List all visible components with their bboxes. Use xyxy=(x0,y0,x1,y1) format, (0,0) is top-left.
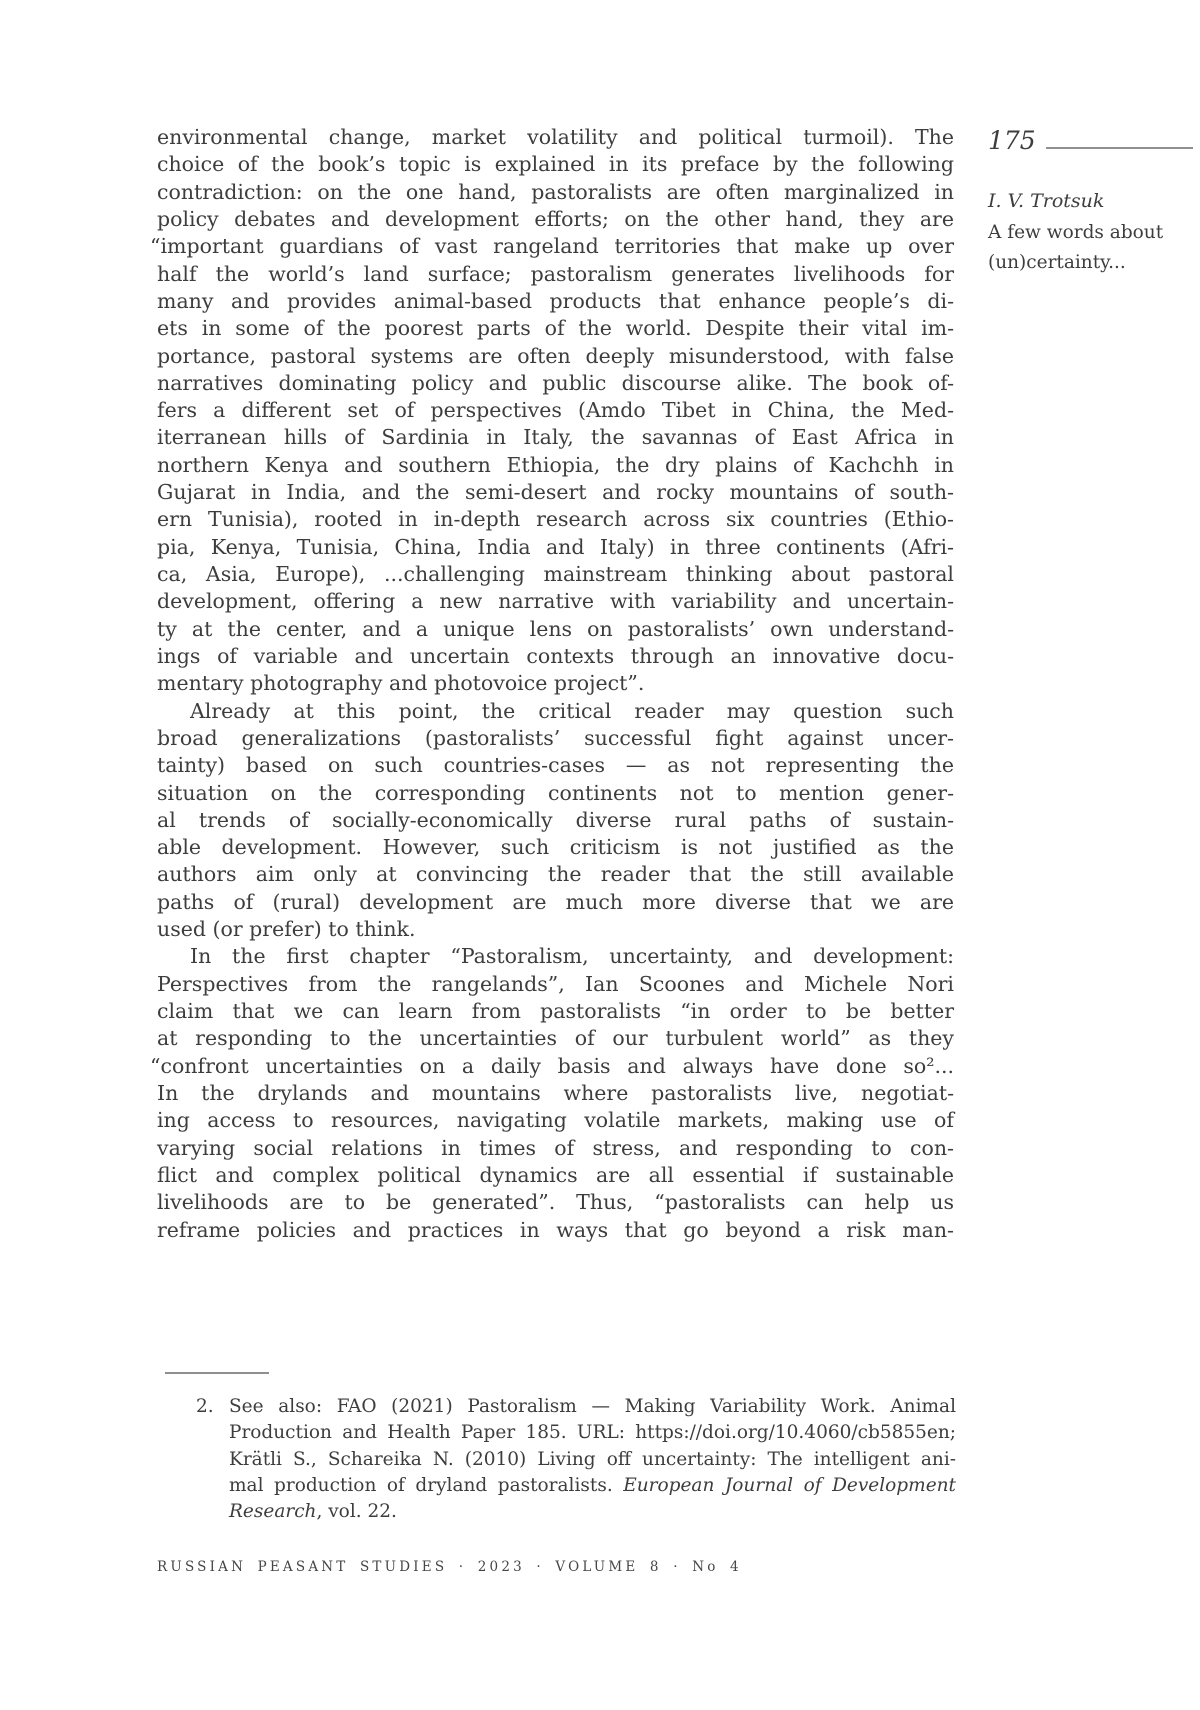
body-line: “important guardians of vast rangeland territories that make up over xyxy=(150,234,954,259)
body-line: mentary photography and photovoice project”. xyxy=(157,671,645,696)
footnote-line: See also: FAO (2021) Pastoralism — Making Variability Work. Animal xyxy=(229,1396,956,1417)
body-line: pia, Kenya, Tunisia, China, India and Italy) in three continents (Afri- xyxy=(157,534,954,559)
body-line: iterranean hills of Sardinia in Italy, the savannas of East Africa in xyxy=(157,425,954,450)
running-title-line1: A few words about xyxy=(988,222,1164,243)
body-line: In the first chapter “Pastoralism, uncertainty, and development: xyxy=(190,944,954,969)
body-line: many and provides animal-based products that enhance people’s di- xyxy=(157,288,954,313)
body-line: ern Tunisia), rooted in in-depth research across six countries (Ethio- xyxy=(157,507,954,532)
body-line: ing access to resources, navigating volatile markets, making use of xyxy=(157,1108,954,1133)
body-line: Already at this point, the critical reader may question such xyxy=(190,698,954,723)
footnote-line: Production and Health Paper 185. URL: https://doi.org/10.4060/cb5855en; xyxy=(229,1422,956,1444)
body-line: ty at the center, and a unique lens on pastoralists’ own understand- xyxy=(157,616,954,641)
body-line: ets in some of the poorest parts of the world. Despite their vital im- xyxy=(157,316,954,341)
journal-footer: RUSSIAN PEASANT STUDIES · 2023 · VOLUME 8 · No 4 xyxy=(157,1559,742,1575)
body-line: livelihoods are to be generated”. Thus, “pastoralists can help us xyxy=(157,1190,954,1215)
footnote-line: Krätli S., Schareika N. (2010) Living off uncertainty: The intelligent ani- xyxy=(229,1448,956,1470)
footnote-body xyxy=(229,1394,956,1525)
body-line: paths of (rural) development are much more diverse that we are xyxy=(157,889,954,914)
body-line: tainty) based on such countries-cases — as not representing the xyxy=(157,753,954,778)
footnote xyxy=(196,1394,956,1525)
body-line: claim that we can learn from pastoralists “in order to be better xyxy=(157,999,954,1023)
body-line: narratives dominating policy and public discourse alike. The book of- xyxy=(157,370,954,395)
body-line: northern Kenya and southern Ethiopia, the dry plains of Kachchh in xyxy=(157,452,954,477)
body-line: varying social relations in times of stress, and responding to con- xyxy=(157,1135,954,1160)
footnote-number: 2. xyxy=(196,1396,214,1417)
body-line: at responding to the uncertainties of our turbulent world” as they xyxy=(157,1026,954,1051)
body-line: able development. However, such criticism is not justified as the xyxy=(157,835,954,860)
footnote-line: Research, vol. 22. xyxy=(229,1501,397,1523)
header-rule xyxy=(1046,147,1193,149)
body-line: ings of variable and uncertain contexts through an innovative docu- xyxy=(157,643,954,668)
author-name: I. V. Trotsuk xyxy=(988,190,1105,212)
body-line: environmental change, market volatility and political turmoil). The xyxy=(157,125,954,149)
body-line: used (or prefer) to think. xyxy=(157,917,416,942)
footnote-rule xyxy=(165,1372,269,1374)
body-text xyxy=(150,124,954,1244)
page-number: 175 xyxy=(988,126,1036,155)
body-line: policy debates and development efforts; on the other hand, they are xyxy=(157,206,954,231)
body-line: portance, pastoral systems are often deeply misunderstood, with false xyxy=(157,343,954,368)
body-line: situation on the corresponding continents not to mention gener- xyxy=(157,780,954,805)
body-line: authors aim only at convincing the reader that the still available xyxy=(157,862,954,887)
body-line: Gujarat in India, and the semi-desert and rocky mountains of south- xyxy=(157,480,954,505)
body-line: choice of the book’s topic is explained in its preface by the following xyxy=(157,152,954,177)
body-line: development, offering a new narrative with variability and uncertain- xyxy=(157,589,954,614)
body-line: “confront uncertainties on a daily basis and always have done so²... xyxy=(150,1053,954,1078)
body-line: contradiction: on the one hand, pastoralists are often marginalized in xyxy=(157,179,954,204)
body-line: ca, Asia, Europe), ...challenging mainstream thinking about pastoral xyxy=(157,562,954,586)
body-line: In the drylands and mountains where pastoralists live, negotiat- xyxy=(157,1080,954,1105)
body-line: flict and complex political dynamics are all essential if sustainable xyxy=(157,1162,954,1187)
body-line: reframe policies and practices in ways that go beyond a risk man- xyxy=(157,1217,954,1242)
body-line: Perspectives from the rangelands”, Ian Scoones and Michele Nori xyxy=(157,971,954,996)
footnote-line: mal production of dryland pastoralists. European Journal of Development xyxy=(229,1474,956,1496)
running-title-line2: (un)certainty... xyxy=(988,252,1126,273)
body-line: fers a different set of perspectives (Amdo Tibet in China, the Med- xyxy=(157,398,954,423)
body-line: half the world’s land surface; pastoralism generates livelihoods for xyxy=(157,261,954,286)
body-line: al trends of socially-economically diverse rural paths of sustain- xyxy=(157,807,954,832)
body-line: broad generalizations (pastoralists’ successful fight against uncer- xyxy=(157,725,954,750)
